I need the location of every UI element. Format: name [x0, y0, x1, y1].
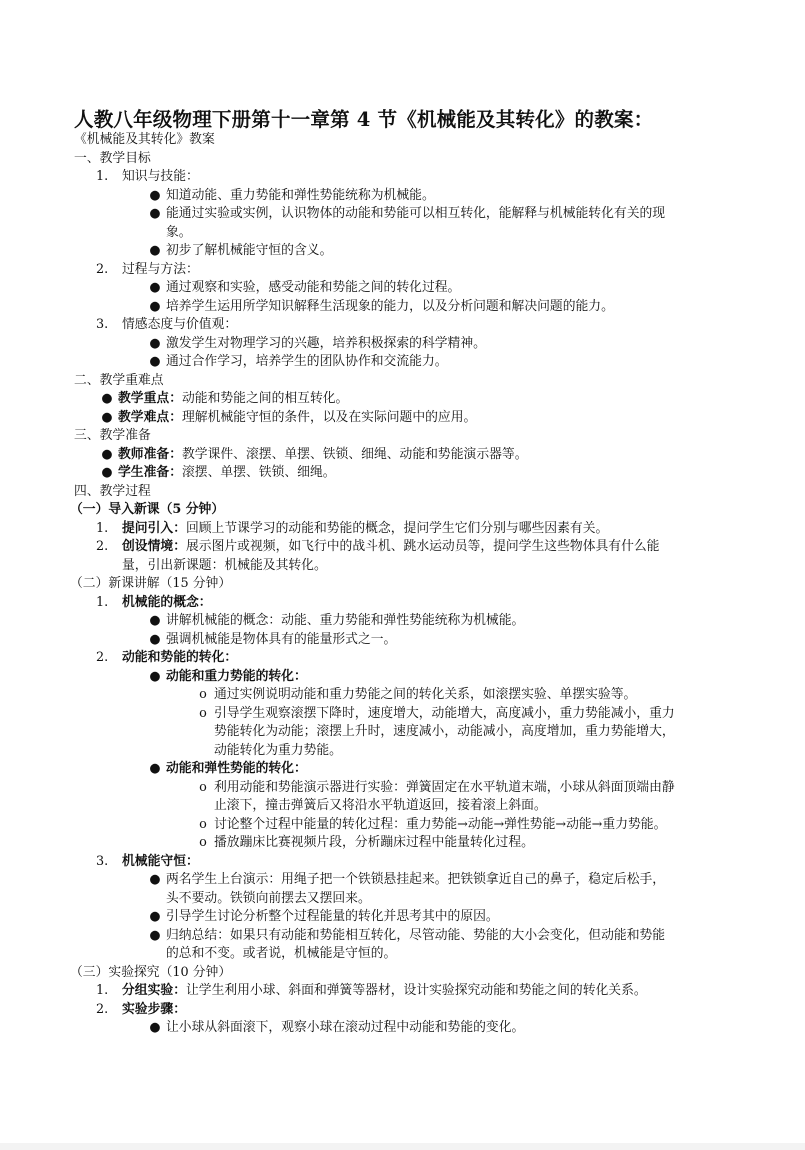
list-item: ● 知道动能、重力势能和弹性势能统称为机械能。: [144, 187, 799, 206]
section-heading: 四、教学过程: [74, 483, 151, 499]
subsection-heading: （二）新课讲解（15 分钟）: [70, 576, 232, 591]
bullet-icon: ●: [149, 668, 161, 684]
bullet-icon: ●: [101, 409, 113, 425]
page-bottom-edge: [0, 1143, 805, 1150]
document-body: [70, 131, 799, 1038]
list-item: ● 强调机械能是物体具有的能量形式之一。: [144, 631, 799, 650]
subsection-heading: （三）实验探究（10 分钟）: [70, 964, 232, 980]
list-item: ● 初步了解机械能守恒的含义。: [144, 242, 799, 261]
list-item: o 播放蹦床比赛视频片段，分析蹦床过程中能量转化过程。: [192, 834, 799, 853]
bullet-icon: ●: [101, 446, 113, 462]
list-item-continuation: 止滚下，撞击弹簧后又将沿水平轨道返回，接着滚上斜面。: [214, 798, 547, 813]
bullet-icon: ●: [149, 298, 161, 314]
bullet-icon: ●: [149, 243, 161, 258]
circle-bullet-icon: o: [199, 687, 207, 702]
bullet-icon: ●: [149, 927, 161, 943]
bullet-icon: ●: [149, 761, 161, 776]
bullet-icon: ●: [149, 631, 161, 647]
subsection-heading: （一）导入新课（5 分钟）: [70, 502, 225, 517]
bullet-icon: ●: [149, 613, 161, 628]
list-item: 3. 机械能守恒：: [96, 853, 199, 869]
circle-bullet-icon: o: [199, 705, 207, 721]
bullet-icon: ●: [101, 391, 113, 406]
circle-bullet-icon: o: [199, 779, 207, 795]
list-item: o 引导学生观察滚摆下降时，速度增大，动能增大，高度减小，重力势能减小，重力: [192, 705, 799, 724]
list-item: o 通过实例说明动能和重力势能之间的转化关系，如滚摆实验、单摆实验等。: [192, 686, 799, 705]
list-item: 3. 情感态度与价值观：: [96, 317, 238, 332]
bullet-icon: ●: [149, 187, 161, 203]
list-item: 1. 机械能的概念：: [96, 594, 212, 610]
list-item-continuation: 动能转化为重力势能。: [214, 742, 342, 758]
list-item: ● 动能和弹性势能的转化：: [144, 760, 799, 779]
section-heading: 三、教学准备: [74, 428, 151, 443]
list-item: ● 归纳总结：如果只有动能和势能相互转化，尽管动能、势能的大小会变化，但动能和势能: [144, 927, 799, 946]
list-item-continuation: 象。: [166, 224, 192, 240]
bullet-icon: ●: [101, 465, 113, 480]
list-item: ● 能通过实验或实例，认识物体的动能和势能可以相互转化，能解释与机械能转化有关的现: [144, 205, 799, 224]
section-heading: 一、教学目标: [74, 150, 151, 166]
subtitle: 《机械能及其转化》教案: [74, 132, 215, 147]
list-item: ● 通过合作学习，培养学生的团队协作和交流能力。: [144, 353, 799, 372]
bullet-icon: ●: [149, 872, 161, 887]
list-item: 2. 实验步骤：: [96, 1001, 186, 1017]
list-item-continuation: 的总和不变。或者说，机械能是守恒的。: [166, 946, 397, 961]
circle-bullet-icon: o: [199, 816, 207, 832]
list-item: ● 教学重点：动能和势能之间的相互转化。: [96, 390, 799, 409]
list-item: ● 学生准备：滚摆、单摆、铁锁、细绳。: [96, 464, 799, 483]
list-item: ● 动能和重力势能的转化：: [144, 668, 799, 687]
list-item: ● 激发学生对物理学习的兴趣，培养积极探索的科学精神。: [144, 335, 799, 354]
list-item: ● 培养学生运用所学知识解释生活现象的能力，以及分析问题和解决问题的能力。: [144, 298, 799, 317]
list-item: ● 教学难点：理解机械能守恒的条件，以及在实际问题中的应用。: [96, 409, 799, 428]
list-item: 2. 动能和势能的转化：: [96, 650, 238, 665]
page-title: 人教八年级物理下册第十一章第 4 节《机械能及其转化》的教案：: [74, 108, 654, 131]
list-item: o 讨论整个过程中能量的转化过程：重力势能→动能→弹性势能→动能→重力势能。: [192, 816, 799, 835]
bullet-icon: ●: [149, 335, 161, 351]
list-item: ● 讲解机械能的概念：动能、重力势能和弹性势能统称为机械能。: [144, 612, 799, 631]
list-item-continuation: 头不要动。铁锁向前摆去又摆回来。: [166, 890, 371, 906]
list-item: 1. 知识与技能：: [96, 169, 199, 184]
list-item: ● 引导学生讨论分析整个过程能量的转化并思考其中的原因。: [144, 908, 799, 927]
bullet-icon: ●: [149, 909, 161, 924]
bullet-icon: ●: [149, 354, 161, 369]
list-item: o 利用动能和势能演示器进行实验：弹簧固定在水平轨道末端，小球从斜面顶端由静: [192, 779, 799, 798]
list-item-continuation: 势能转化为动能；滚摆上升时，速度减小，动能减小，高度增加，重力势能增大，: [214, 724, 675, 739]
list-item: 1. 分组实验：让学生利用小球、斜面和弹簧等器材，设计实验探究动能和势能之间的转化关系。: [96, 983, 647, 998]
bullet-icon: ●: [149, 206, 161, 221]
list-item: 2. 创设情境：展示图片或视频，如飞行中的战斗机、跳水运动员等，提问学生这些物体具有什么能: [96, 539, 660, 554]
list-item: ● 两名学生上台演示：用绳子把一个铁锁悬挂起来。把铁锁拿近自己的鼻子，稳定后松手，: [144, 871, 799, 890]
circle-bullet-icon: o: [199, 835, 207, 850]
list-item: ● 通过观察和实验，感受动能和势能之间的转化过程。: [144, 279, 799, 298]
list-item: 1. 提问引入：回顾上节课学习的动能和势能的概念，提问学生它们分别与哪些因素有关。: [96, 520, 609, 536]
section-heading: 二、教学重难点: [74, 372, 164, 388]
bullet-icon: ●: [149, 1020, 161, 1035]
list-item-continuation: 量，引出新课题：机械能及其转化。: [122, 557, 327, 573]
list-item: ● 教师准备：教学课件、滚摆、单摆、铁锁、细绳、动能和势能演示器等。: [96, 446, 799, 465]
list-item: 2. 过程与方法：: [96, 261, 199, 277]
bullet-icon: ●: [149, 280, 161, 295]
list-item: ● 让小球从斜面滚下，观察小球在滚动过程中动能和势能的变化。: [144, 1019, 799, 1038]
